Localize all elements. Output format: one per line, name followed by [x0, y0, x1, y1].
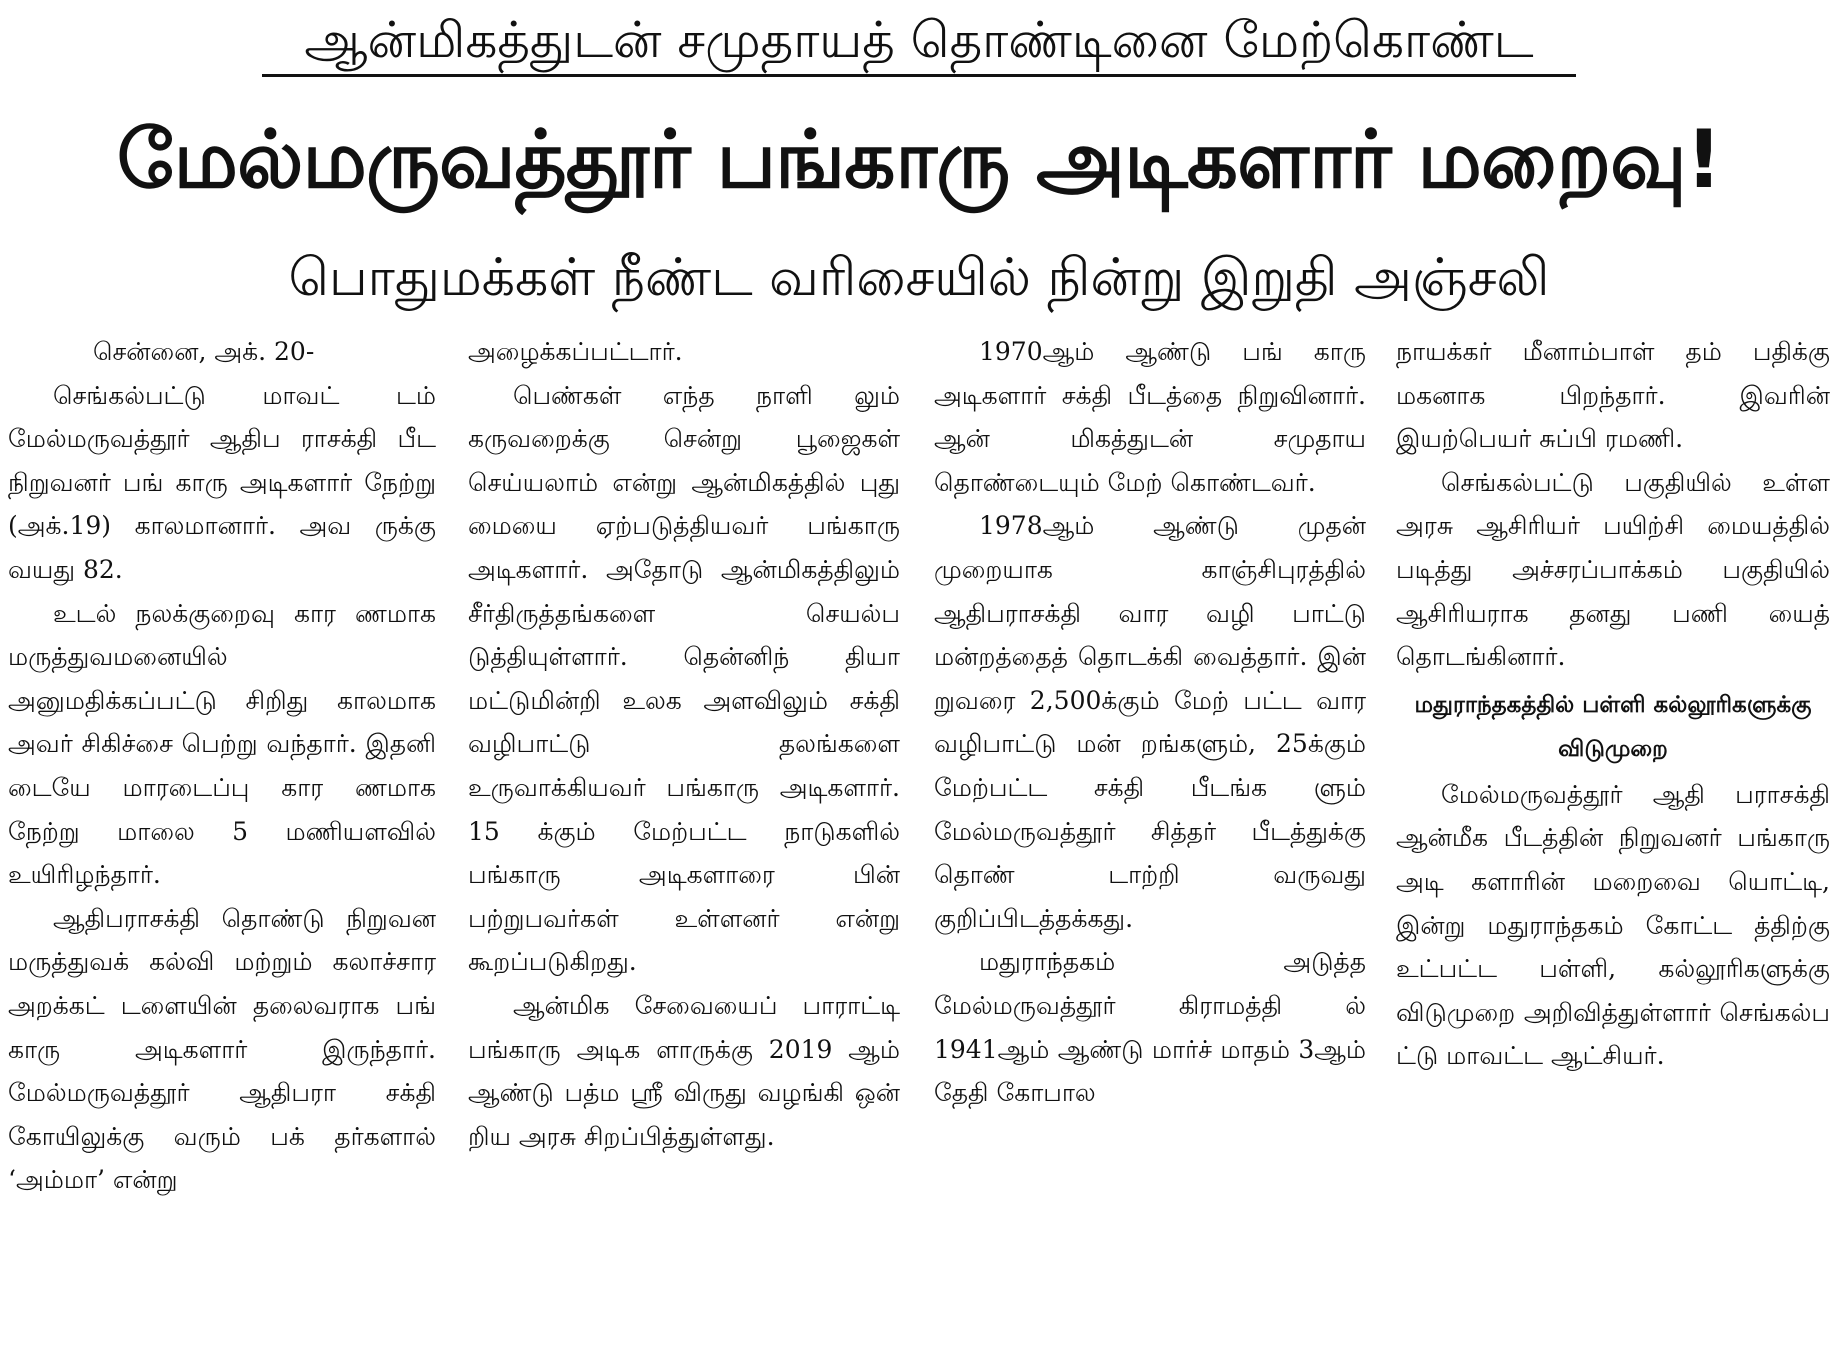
paragraph: உடல் நலக்குறைவு கார ணமாக மருத்துவமனையில் அனுமதிக்கப்பட்டு சிறிது காலமாக அவர் சிகிச்சை பெற்று வந்தார். இதனி டையே மாரடைப்பு கார ணமாக நேற்று மாலை 5 மணியளவில் உயிரிழந்தார்.: [8, 598, 436, 890]
paragraph: அழைக்கப்பட்டார்.: [468, 337, 683, 366]
paragraph: ஆன்மிக சேவையைப் பாராட்டி பங்காரு அடிக ளாருக்கு 2019 ஆம் ஆண்டு பத்ம ஸ்ரீ விருது வழங்கி ஒன் றிய அரசு சிறப்பித்துள்ளது.: [468, 990, 900, 1151]
paragraph: பெண்கள் எந்த நாளி லும் கருவறைக்கு சென்று பூஜைகள் செய்யலாம் என்று ஆன்மிகத்தில் புது மையை ஏற்படுத்தியவர் பங்காரு அடிகளார். அதோடு ஆன்மிகத்திலும் சீர்திருத்தங்களை செயல்ப டுத்தியுள்ளார். தென்னிந் தியா மட்டுமின்றி உலக அளவிலும் சக்தி வழிபாட்டு தலங்களை உருவாக்கியவர் பங்காரு அடிகளார். 15 க்கும் மேற்பட்ட நாடுகளில் பங்காரு அடிகளாரை பின் பற்றுபவர்கள் உள்ளனர் என்று கூறப்படுகிறது.: [468, 380, 900, 977]
dateline: சென்னை, அக். 20-: [93, 337, 315, 366]
sub-headline: பொதுமக்கள் நீண்ட வரிசையில் நின்று இறுதி அஞ்சலி: [288, 248, 1550, 308]
main-headline: மேல்மருவத்தூர் பங்காரு அடிகளார் மறைவு!: [116, 113, 1722, 206]
column-4: [1396, 330, 1830, 1355]
column-1: [8, 330, 436, 1355]
paragraph: மதுராந்தகம் அடுத்த மேல்மருவத்தூர் கிராமத்தி ல் 1941ஆம் ஆண்டு மார்ச் மாதம் 3ஆம் தேதி கோபால: [934, 947, 1366, 1108]
paragraph: ஆதிபராசக்தி தொண்டு நிறுவன மருத்துவக் கல்வி மற்றும் கலாச்சார அறக்கட் டளையின் தலைவராக பங் காரு அடிகளார் இருந்தார். மேல்மருவத்தூர் ஆதிபரா சக்தி கோயிலுக்கு வரும் பக் தர்களால் ‘அம்மா’ என்று: [8, 903, 436, 1195]
paragraph: 1970ஆம் ஆண்டு பங் காரு அடிகளார் சக்தி பீடத்தை நிறுவினார். ஆன் மிகத்துடன் சமுதாய தொண்டையும் மேற் கொண்டவர்.: [934, 337, 1366, 497]
paragraph: செங்கல்பட்டு மாவட் டம் மேல்மருவத்தூர் ஆதிப ராசக்தி பீட நிறுவனர் பங் காரு அடிகளார் நேற்று (அக்.19) காலமானார். அவ ருக்கு வயது 82.: [8, 380, 436, 584]
paragraph: 1978ஆம் ஆண்டு முதன் முறையாக காஞ்சிபுரத்தில் ஆதிபராசக்தி வார வழி பாட்டு மன்றத்தைத் தொடக்கி வைத்தார். இன் றுவரை 2,500க்கும் மேற் பட்ட வார வழிபாட்டு மன் றங்களும், 25க்கும் மேற்பட்ட சக்தி பீடங்க ளும் மேல்மருவத்தூர் சித்தர் பீடத்துக்கு தொண் டாற்றி வருவது குறிப்பிடத்தக்கது.: [934, 511, 1366, 933]
side-heading: மதுராந்தகத்தில் பள்ளி கல்லூரிகளுக்கு விடுமுறை: [1414, 691, 1812, 762]
paragraph: செங்கல்பட்டு பகுதியில் உள்ள அரசு ஆசிரியர் பயிற்சி மையத்தில் படித்து அச்சரப்பாக்கம் பகுதியில் ஆசிரியராக தனது பணி யைத் தொடங்கினார்.: [1396, 467, 1830, 672]
column-3: [934, 330, 1366, 1355]
column-2: [468, 330, 900, 1355]
paragraph: நாயக்கர் மீனாம்பாள் தம் பதிக்கு மகனாக பிறந்தார். இவரின் இயற்பெயர் சுப்பி ரமணி.: [1396, 337, 1830, 454]
kicker-line: ஆன்மிகத்துடன் சமுதாயத் தொண்டினை மேற்கொண்ட: [304, 11, 1534, 69]
paragraph: மேல்மருவத்தூர் ஆதி பராசக்தி ஆன்மீக பீடத்தின் நிறுவனர் பங்காரு அடி களாரின் மறைவை யொட்டி, இன்று மதுராந்தகம் கோட்ட த்திற்கு உட்பட்ட பள்ளி, கல்லூரிகளுக்கு விடுமுறை அறிவித்துள்ளார் செங்கல்ப ட்டு மாவட்ட ஆட்சியர்.: [1396, 779, 1830, 1071]
kicker-underline: [262, 74, 1576, 77]
